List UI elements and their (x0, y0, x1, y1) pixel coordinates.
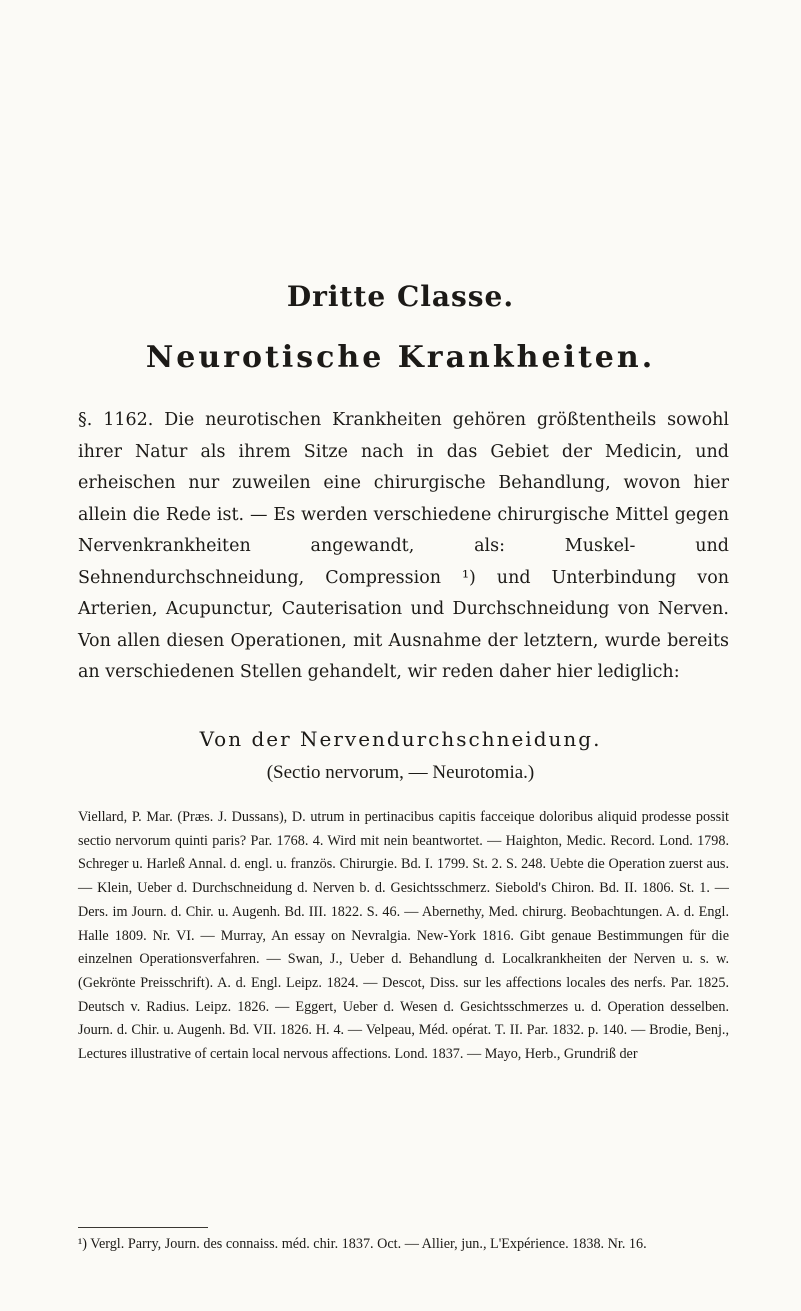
bibliography-block: Viellard, P. Mar. (Præs. J. Dussans), D. utrum in pertinacibus capitis facceique doloribus aliquid prodesse possit sectio nervorum quinti paris? Par. 1768. 4. Wird mit nein beantwortet. — Haighton, Medic. Record. Lond. 1798. Schreger u. Harleß Annal. d. engl. u. französ. Chirurgie. Bd. I. 1799. St. 2. S. 248. Uebte die Operation zuerst aus. — Klein, Ueber d. Durchschneidung d. Nerven b. d. Gesichtsschmerz. Siebold's Chiron. Bd. II. 1806. St. 1. — Ders. im Journ. d. Chir. u. Augenh. Bd. III. 1822. S. 46. — Abernethy, Med. chirurg. Beobachtungen. A. d. Engl. Halle 1809. Nr. VI. — Murray, An essay on Nevralgia. New-York 1816. Gibt genaue Bestimmungen für die einzelnen Operationsverfahren. — Swan, J., Ueber d. Behandlung d. Localkrankheiten der Nerven u. s. w. (Gekrönte Preisschrift). A. d. Engl. Leipz. 1824. — Descot, Diss. sur les affections locales des nerfs. Par. 1825. Deutsch v. Radius. Leipz. 1826. — Eggert, Ueber d. Wesen d. Gesichtsschmerzes u. d. Operation desselben. Journ. d. Chir. u. Augenh. Bd. VII. 1826. H. 4. — Velpeau, Méd. opérat. T. II. Par. 1832. p. 140. — Brodie, Benj., Lectures illustrative of certain local nervous affections. Lond. 1837. — Mayo, Herb., Grundriß der (78, 809, 729, 1063)
section-heading: Neurotische Krankheiten. (145, 340, 656, 375)
subsection-title: Von der Nervendurchschneidung. (199, 727, 602, 751)
footnote: ¹) Vergl. Parry, Journ. des connaiss. méd. chir. 1837. Oct. — Allier, jun., L'Expérience. 1838. Nr. 16. (78, 1236, 647, 1252)
subsection-latin-title: (Sectio nervorum, — Neurotomia.) (266, 762, 535, 783)
footnote-divider (78, 1227, 208, 1228)
main-paragraph: §. 1162. Die neurotischen Krankheiten gehören größtentheils sowohl ihrer Natur als ihrem Sitze nach in das Gebiet der Medicin, und erheischen nur zuweilen eine chirurgische Behandlung, wovon hier allein die Rede ist. — Es werden verschiedene chirurgische Mittel gegen Nervenkrankheiten angewandt, als: Muskel- und Sehnendurchschneidung, Compression ¹) und Unterbindung von Arterien, Acupunctur, Cauterisation und Durchschneidung von Nerven. Von allen diesen Operationen, mit Ausnahme der letztern, wurde bereits an verschiedenen Stellen gehandelt, wir reden daher hier lediglich: (78, 410, 729, 682)
class-heading: Dritte Classe. (286, 280, 515, 313)
